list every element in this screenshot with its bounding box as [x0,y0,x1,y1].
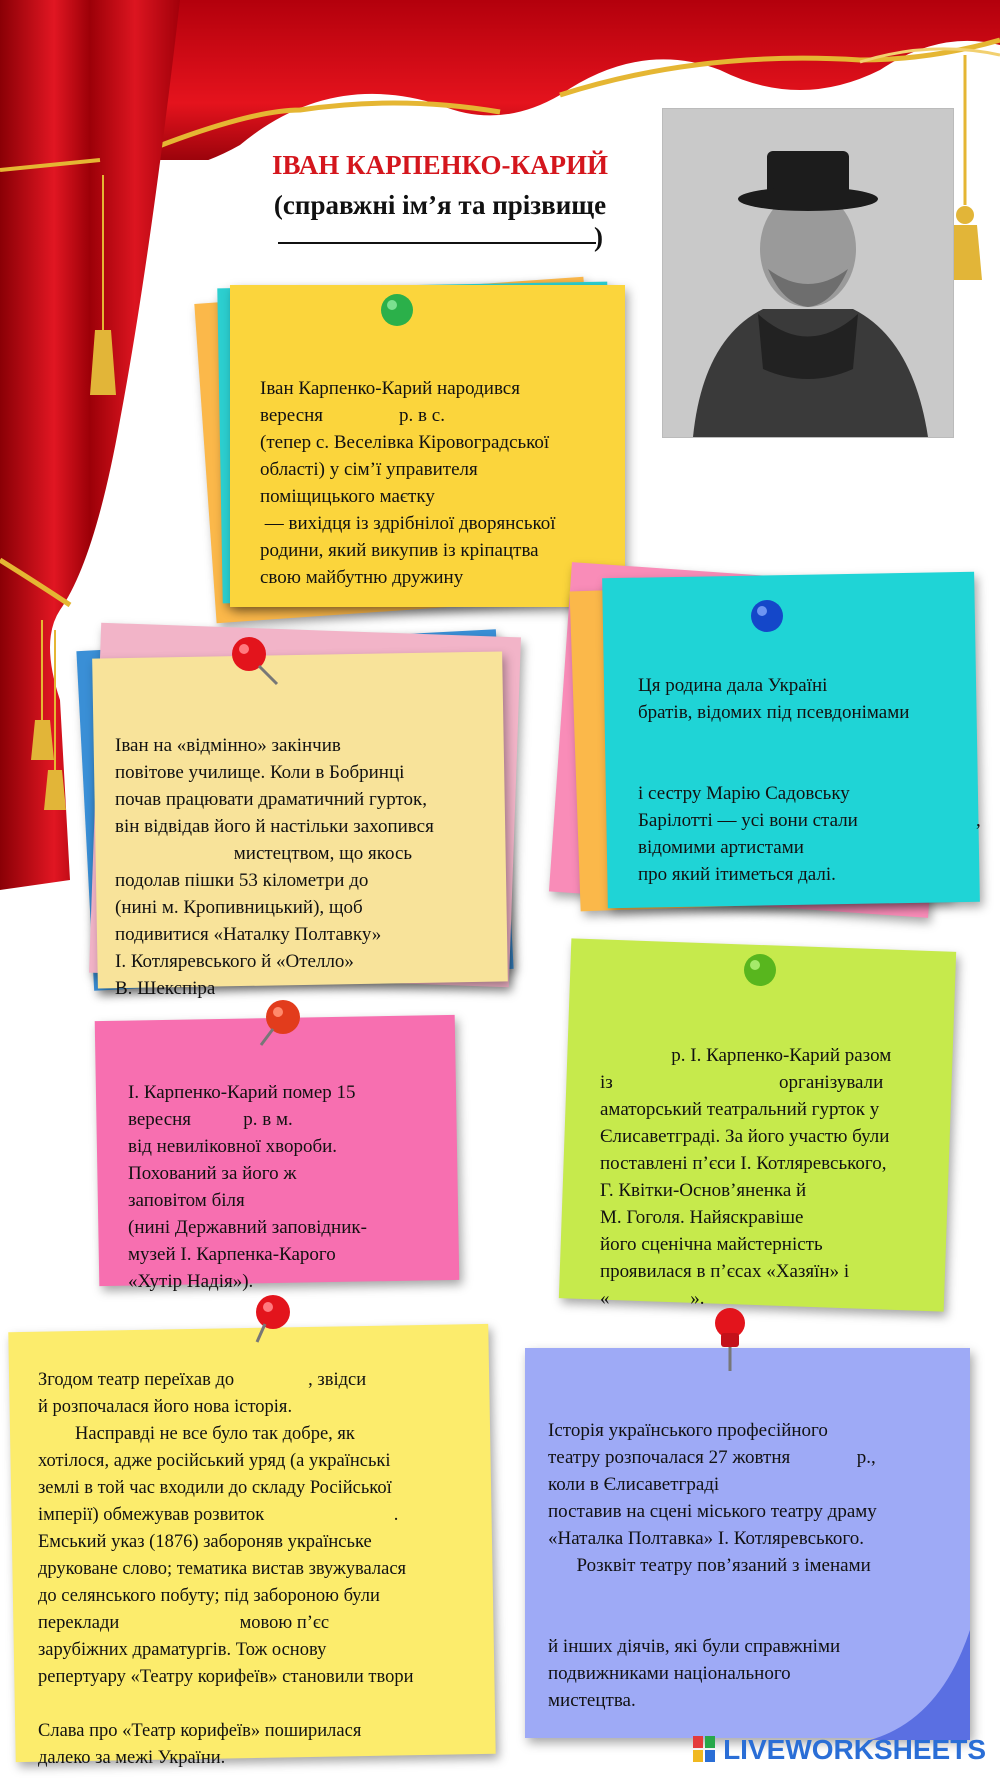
text-line: подивитися «Наталку Полтавку» [115,924,382,945]
text-line: відомими артистами [638,837,804,858]
red-pushpin-icon [255,995,315,1055]
text-line: поставлені п’єси І. Котляревського, [600,1153,887,1174]
text-line: коли в Єлисаветграді [548,1474,720,1495]
text-line: до селянського побуту; під забороною були [38,1586,380,1606]
note-theatre-group-text [600,1015,891,1312]
text-line: Розквіт театру пов’язаний з іменами [548,1555,871,1576]
subtitle-close: ) [594,222,603,252]
text-line: І. Котляревського й «Отелло» [115,951,354,972]
text-line: повітове училище. Коли в Бобринці [115,762,405,783]
text-line: вересня р. в м. [128,1109,293,1130]
text-line: поставив на сцені міського театру драму [548,1501,877,1522]
text-line: імперії) обмежував розвиток . [38,1505,399,1525]
page-title: ІВАН КАРПЕНКО-КАРИЙ [271,150,609,180]
text-line: « ». [600,1288,705,1309]
text-line: проявилася в п’єсах «Хазяїн» і [600,1261,850,1282]
liveworksheets-logo-icon [693,1736,715,1762]
text-line: й розпочалася його нова історія. [38,1397,293,1417]
name-answer-blank[interactable] [278,242,596,244]
text-line: аматорський театральний гурток у [600,1099,880,1120]
note-family-text [638,645,909,888]
text-line: Згодом театр переїхав до , звідси [38,1370,367,1390]
green-pushpin-icon [375,290,419,334]
text-line: «Хутір Надія»). [128,1271,254,1292]
text-line: землі в той час входили до складу Російської [38,1478,392,1498]
portrait-icon [663,109,953,437]
text-line: Барілотті — усі вони стали [638,810,858,831]
blue-pushpin-icon [745,596,789,640]
text-line: переклади мовою п’єс [38,1613,330,1633]
text-line: зарубіжних драматургів. Тож основу [38,1640,327,1660]
text-line: (тепер с. Веселівка Кіровоградської [260,432,550,453]
text-line: Слава про «Театр корифеїв» поширилася [38,1721,362,1741]
note-history-text [548,1390,877,1714]
text-line: і сестру Марію Садовську [638,783,850,804]
text-line: про який ітиметься далі. [638,864,836,885]
text-line: М. Гоголя. Найяскравіше [600,1207,804,1228]
text-line: Г. Квітки-Основ’яненка й [600,1180,807,1201]
text-line: Емський указ (1876) забороняв українське [38,1532,372,1552]
text-line: родини, який викупив із кріпацтва [260,540,539,561]
text-line: — вихідця із здрібнілої дворянської [260,513,556,534]
text-line: Єлисаветграді. За його участю були [600,1126,890,1147]
text-line: Іван на «відмінно» закінчив [115,735,341,756]
text-line: друковане слово; тематика вистав звужувалася [38,1559,407,1579]
text-line: «Наталка Полтавка» І. Котляревського. [548,1528,865,1549]
page-curl-icon [870,1630,970,1740]
text-line: (нині Державний заповідник- [128,1217,367,1238]
text-line: він відвідав його й настільки захопився [115,816,434,837]
text-line: області) у сім’ї управителя [260,459,478,480]
text-line: В. Шекспіра [115,978,216,999]
green-pushpin-icon [738,950,782,994]
text-line: музей І. Карпенка-Карого [128,1244,336,1265]
text-line: братів, відомих під псевдонімами [638,702,910,723]
text-line: далеко за межі України. [38,1748,226,1768]
text-line: (нині м. Кропивницький), щоб [115,897,363,918]
text-line: його сценічна майстерність [600,1234,823,1255]
text-line: від невиліковної хвороби. [128,1136,338,1157]
red-pushpin-icon [705,1305,755,1375]
page-subtitle: (справжні ім’я та прізвище [273,190,607,220]
note-school-text [115,705,434,1002]
text-line: й інших діячів, які були справжніми [548,1636,841,1657]
text-line: Похований за його ж [128,1163,297,1184]
text-line [38,1691,414,1718]
text-line: хотілося, адже російський уряд (а українські [38,1451,391,1471]
text-line: Насправді не все було так добре, як [38,1424,355,1444]
text-line: подолав пішки 53 кілометри до [115,870,369,891]
text-line: свою майбутню дружину [260,567,464,588]
text-line: мистецтвом, що якось [115,843,413,864]
liveworksheets-logo[interactable]: LIVEWORKSHEETS [723,1734,986,1765]
note-family-comma: , [976,810,981,831]
text-line: почав працювати драматичний гурток, [115,789,428,810]
text-line: Іван Карпенко-Карий народився [260,378,520,399]
text-line: поміщицького маєтку [260,486,435,507]
text-line: мистецтва. [548,1690,636,1711]
text-line: із організували [600,1072,884,1093]
text-line: театру розпочалася 27 жовтня р., [548,1447,876,1468]
text-line: заповітом біля [128,1190,245,1211]
text-line [548,1606,877,1633]
text-line [548,1579,877,1606]
text-line: І. Карпенко-Карий помер 15 [128,1082,356,1103]
portrait-photo [662,108,954,438]
note-birth-text [260,348,556,591]
red-pushpin-icon [225,632,285,692]
red-pushpin-icon [245,1290,305,1350]
note-death-text [128,1052,367,1295]
text-line: вересня р. в с. [260,405,445,426]
note-moved-text [38,1340,414,1772]
text-line: р. І. Карпенко-Карий разом [600,1045,892,1066]
text-line: Ця родина дала Україні [638,675,828,696]
text-line [638,726,909,753]
text-line: репертуару «Театру корифеїв» становили твори [38,1667,414,1687]
text-line: Історія українського професійного [548,1420,828,1441]
text-line [638,753,909,780]
text-line: подвижниками національного [548,1663,791,1684]
